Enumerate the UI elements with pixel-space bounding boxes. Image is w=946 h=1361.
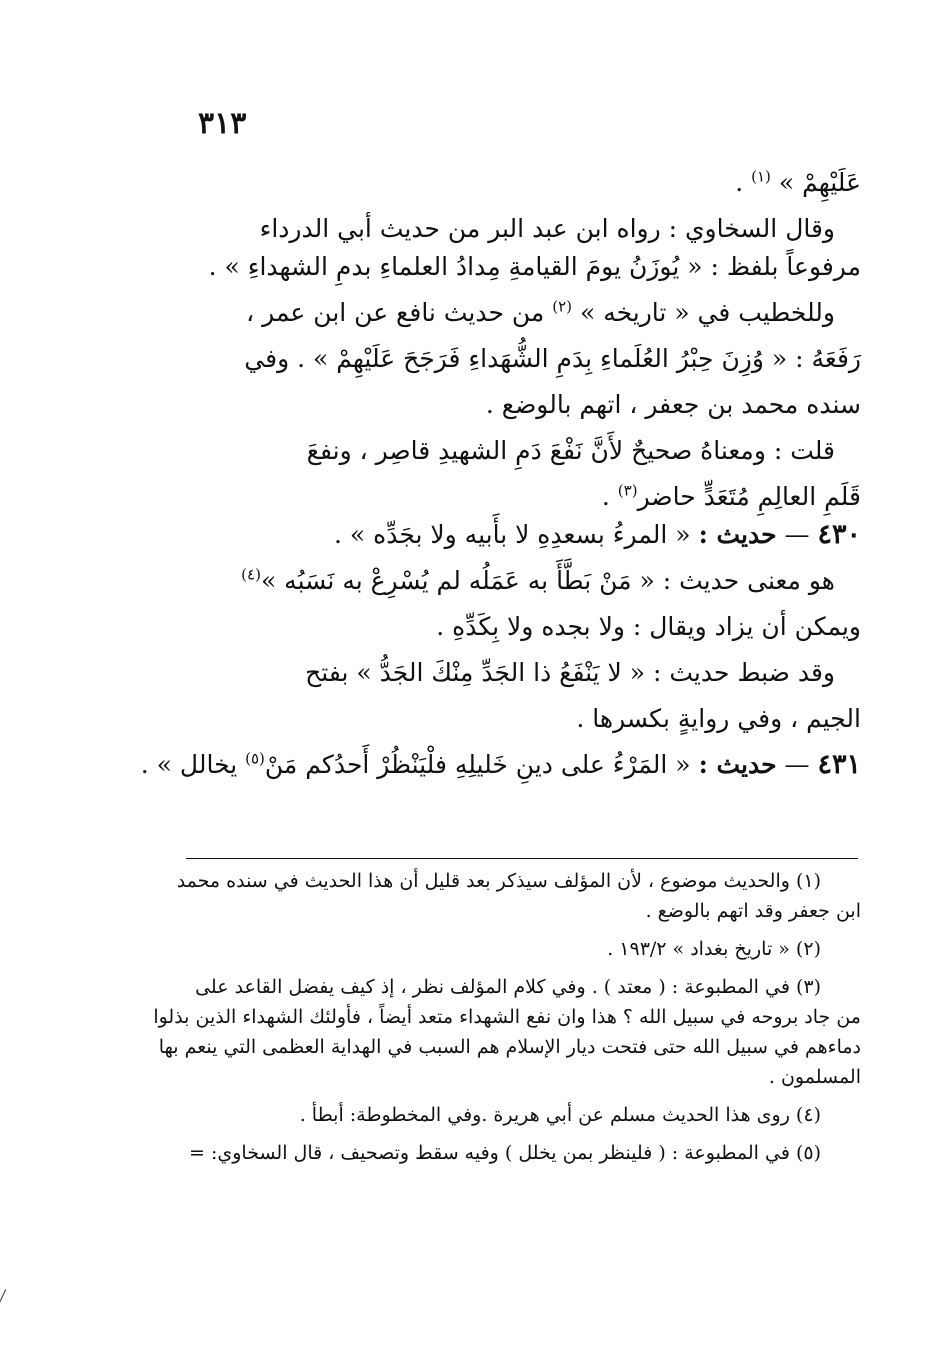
main-text	[140, 160, 861, 784]
footnotes	[153, 866, 861, 1173]
hadith-text: « المرءُ بسعدِهِ لا بأَبيه ولا بجَدِّه » .	[334, 520, 699, 549]
footnote-ref[interactable]: (٤)	[241, 565, 261, 584]
text-line	[189, 562, 861, 600]
text-span: هو معنى حديث : « مَنْ بَطَّأَ به عَمَلُه لم يُسْرِعْ به نَسَبُه »	[260, 566, 835, 595]
footnote-line: (١) والحديث موضوع ، لأن المؤلف سيذكر بعد قليل أن هذا الحديث في سنده محمد	[176, 870, 821, 892]
hadith-entry-431	[140, 746, 861, 784]
text-line: وقال السخاوي : رواه ابن عبد البر من حديث أبي الدرداء	[259, 214, 835, 243]
text-line: وقد ضبط حديث : « لا يَنْفَعُ ذا الجَدِّ مِنْكَ الجَدُّ » بفتح	[305, 658, 835, 687]
hadith-label: حديث :	[698, 520, 777, 549]
footnote-4: (٤) روى هذا الحديث مسلم عن أبي هريرة .وفي المخطوطة: أبطأ .	[299, 1104, 821, 1126]
text-line: رَفَعَهُ : « وُزِنَ حِبْرُ العُلَماءِ بِدَمِ الشُّهَداءِ فَرَجَحَ عَلَيْهِمْ » . وفي	[244, 344, 861, 373]
text-line: الجيم ، وفي روايةٍ بكسرها .	[576, 704, 861, 733]
text-line: سنده محمد بن جعفر ، اتهم بالوضع .	[485, 390, 861, 419]
hadith-number: ٤٣١	[817, 749, 861, 780]
scan-mark	[0, 1289, 12, 1305]
text-line: مرفوعاً بلفظ : « يُوزَنُ يومَ القيامةِ مِدادُ العلماءِ بدمِ الشهداءِ » .	[208, 252, 861, 281]
footnote-line: (٣) في المطبوعة : ( معتد ) . وفي كلام المؤلف نظر ، إذ كيف يفضل القاعد على	[195, 976, 821, 998]
footnote-ref[interactable]: (٣)	[617, 481, 638, 500]
hadith-entry-430	[189, 516, 861, 554]
text-line	[189, 294, 861, 332]
text-line: ويمكن أن يزاد ويقال : ولا بجده ولا بِكَدِّهِ .	[436, 612, 861, 641]
footnote-3	[153, 972, 861, 1092]
footnote-divider	[186, 858, 858, 859]
text-span: عَلَيْهِمْ »	[770, 168, 861, 197]
footnote-line: دماءهم في سبيل الله حتى فتحت ديار الإسلام هم السبب في الهداية العظمى التي ينعم بها	[158, 1036, 861, 1058]
footnote-2: (٢) « تاريخ بغداد » ١٩٣/٢ .	[607, 938, 821, 960]
text-line	[189, 478, 861, 516]
hadith-label: حديث :	[698, 750, 777, 779]
footnote-ref[interactable]: (٥)	[245, 749, 265, 768]
dash: —	[776, 520, 810, 549]
footnote-ref[interactable]: (٢)	[552, 297, 573, 316]
text-span: قَلَمِ العالِمِ مُتَعَدٍّ حاضر	[637, 482, 861, 511]
footnote-1	[176, 866, 861, 926]
hadith-number: ٤٣٠	[817, 519, 861, 550]
text-line	[189, 164, 861, 202]
footnote-ref[interactable]: (١)	[751, 167, 771, 186]
text-span: من حديث نافع عن ابن عمر ،	[246, 298, 553, 327]
text-span: .	[735, 168, 752, 197]
footnote-line: من جاد بروحه في سبيل الله ؟ هذا وان نفع الشهداء متعد أيضاً ، فأولئك الشهداء الذين بذلوا	[153, 1006, 861, 1028]
footnote-5: (٥) في المطبوعة : ( فلينظر بمن يخلل ) وفيه سقط وتصحيف ، قال السخاوي: =	[189, 1142, 821, 1164]
hadith-text: « المَرْءُ على دينِ خَليلِهِ فلْيَنْظُرْ أَحدُكم مَنْ	[264, 750, 699, 779]
text-line: قلت : ومعناهُ صحيحٌ لأَنَّ نَفْعَ دَمِ الشهيدِ قاصِر ، ونفعَ	[306, 436, 835, 465]
footnote-line: المسلمون .	[768, 1066, 861, 1088]
text-span: وللخطيب في « تاريخه »	[572, 298, 835, 327]
page-number: ٣١٣	[198, 106, 247, 141]
text-span: .	[601, 482, 618, 511]
footnote-line: ابن جعفر وقد اتهم بالوضع .	[645, 900, 861, 922]
dash: —	[776, 750, 810, 779]
hadith-text: يخالل » .	[140, 750, 246, 779]
